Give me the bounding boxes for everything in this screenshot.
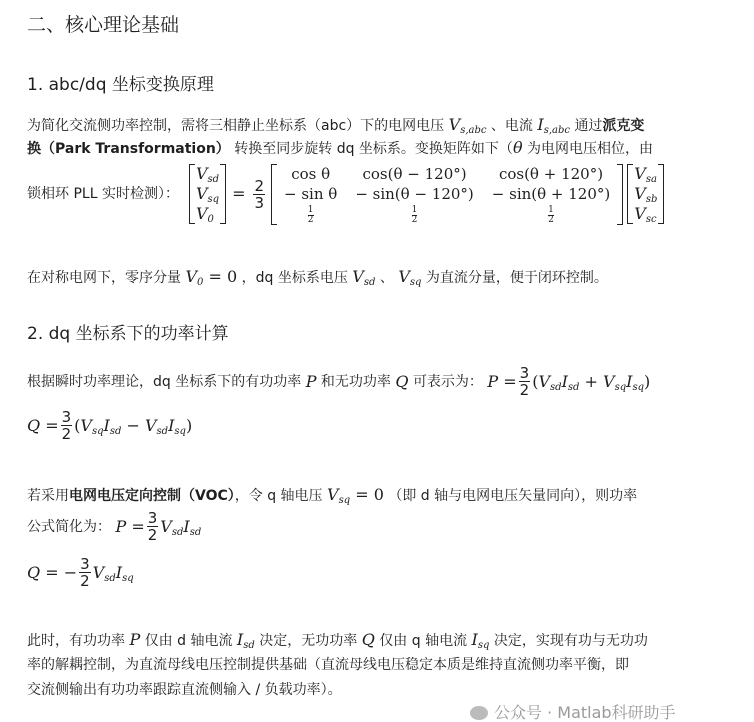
- paragraph-line: 若采用电网电压定向控制（VOC），令 q 轴电压 $V_{sq} = 0$ （即 d 轴与电网电压矢量同向），则功率: [27, 485, 638, 506]
- voc-reactive-power-equation: Q = − $\frac{3}{2}$ $V_{sd}I_{sq}$: [27, 555, 134, 590]
- paragraph-line: 率的解耦控制，为直流母线电压控制提供基础（直流母线电压稳定本质是维持直流侧功率平衡，即: [27, 657, 629, 673]
- subsection-heading-1: 1. abc/dq 坐标变换原理: [27, 75, 214, 95]
- paragraph-line: 交流侧输出有功功率跟踪直流侧输入 / 负载功率）。: [27, 682, 342, 698]
- paragraph-line: 换（Park Transformation） 转换至同步旋转 dq 坐标系。变换矩阵如下（θ 为电网电压相位，由: [27, 138, 654, 157]
- wechat-icon: [470, 706, 488, 720]
- watermark: 公众号 · Matlab科研助手: [470, 704, 676, 722]
- paragraph-line: 为简化交流侧功率控制，需将三相静止坐标系（abc）下的电网电压 $V_{s,abc}$ 、电流 $I_{s,abc}$ 通过派克变: [27, 115, 645, 136]
- section-title: 二、核心理论基础: [27, 14, 180, 36]
- reactive-power-equation: Q = $\frac{3}{2}$ $(V_{sq}I_{sd} - V_{sd}I_{sq})$: [27, 408, 193, 443]
- park-transform-equation: 锁相环 PLL 实时检测）： $V_{sd}$ $V_{sq}$ $V_0$ = $\frac{2}{3}$ cos θ cos(θ − 120°) cos(θ + 120°) − sin θ − sin(θ − 120°) − sin(θ + 120°) $\frac{1}{2}$ $\frac{1}{2}$ $\frac{1}{2}$ $V_{sa}$ $V_{sb}$ $V_{sc}$: [27, 164, 664, 225]
- paragraph-line: 此时，有功功率 P 仅由 d 轴电流 $I_{sd}$ 决定，无功功率 Q 仅由 q 轴电流 $I_{sq}$ 决定，实现有功与无功功: [27, 630, 648, 651]
- paragraph-line: 在对称电网下，零序分量 $V_0 = 0$ ，dq 坐标系电压 $V_{sd}$ 、 $V_{sq}$ 为直流分量，便于闭环控制。: [27, 267, 608, 288]
- paragraph-line: 根据瞬时功率理论，dq 坐标系下的有功功率 P 和无功功率 Q 可表示为： P = $\frac{3}{2}$ $(V_{sd}I_{sd} + V_{sq}I_{sq})$: [27, 364, 651, 399]
- subsection-heading-2: 2. dq 坐标系下的功率计算: [27, 324, 229, 344]
- voc-active-power-equation: 公式简化为： P = $\frac{3}{2}$ $V_{sd}I_{sd}$: [27, 509, 202, 544]
